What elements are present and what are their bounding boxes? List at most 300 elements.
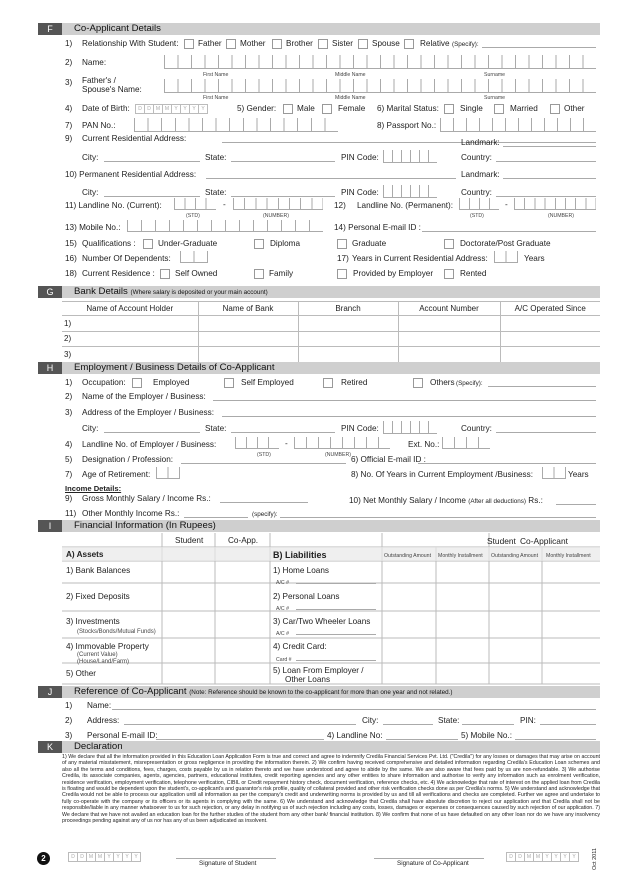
credit-card-line[interactable]	[296, 660, 376, 661]
ref-name-label: Name:	[87, 701, 112, 710]
landline-perm-label: Landline No. (Permanent):	[357, 201, 454, 210]
surname-caption: Surname	[484, 72, 506, 78]
table-cell[interactable]	[500, 331, 600, 347]
emp-address-label: Address of the Employer / Business:	[82, 408, 214, 417]
field-number: 9)	[65, 494, 73, 503]
net-income-line[interactable]	[556, 504, 596, 505]
marital-single-checkbox[interactable]	[444, 104, 454, 114]
field-number: 18)	[65, 269, 77, 278]
liability-row: 5) Loan From Employer /	[273, 666, 364, 675]
occupation-retired-checkbox[interactable]	[323, 378, 333, 388]
relationship-father-checkbox[interactable]	[184, 39, 194, 49]
dependents-boxes[interactable]	[180, 251, 208, 263]
section-title	[74, 686, 452, 699]
property-note: (Current Value)	[77, 652, 118, 658]
middle-name-caption: Middle Name	[335, 95, 366, 101]
emp-landline-label: Landline No. of Employer / Business:	[82, 440, 217, 449]
section-note: (Where salary is deposited or your main account)	[130, 289, 268, 296]
asset-row: 5) Other	[66, 669, 97, 678]
years-unit: Years	[568, 470, 589, 479]
retirement-label: Age of Retirement:	[82, 470, 151, 479]
pan-boxes[interactable]	[134, 118, 338, 132]
state-label: State:	[205, 188, 227, 197]
relationship-relative-checkbox[interactable]	[404, 39, 414, 49]
ac-label: A/C #	[276, 606, 289, 612]
installment-header: Monthly Installment	[546, 553, 591, 559]
relationship-option: Sister	[332, 39, 353, 48]
relationship-sister-checkbox[interactable]	[318, 39, 328, 49]
gender-female-checkbox[interactable]	[322, 104, 332, 114]
other-income-label: Other Monthly Income Rs.:	[82, 509, 180, 518]
first-name-caption: First Name	[203, 95, 229, 101]
residence-rented-checkbox[interactable]	[444, 269, 454, 279]
others-specify-line[interactable]	[488, 386, 596, 387]
table-cell[interactable]	[298, 316, 398, 332]
emp-state-line[interactable]	[231, 432, 335, 433]
ac-label: A/C #	[276, 631, 289, 637]
dob-box[interactable]: M	[153, 104, 163, 114]
page-number: 2	[41, 854, 46, 863]
section-title-text: Bank Details	[74, 286, 128, 297]
field-number: 10)	[349, 496, 361, 505]
section-g-header	[38, 286, 600, 298]
marital-option: Single	[460, 104, 483, 113]
section-h-header	[38, 362, 600, 374]
table-cell[interactable]	[298, 347, 398, 363]
relationship-mother-checkbox[interactable]	[226, 39, 236, 49]
std-caption: (STD)	[186, 213, 200, 219]
current-address-line[interactable]	[222, 142, 596, 143]
table-cell[interactable]	[198, 316, 298, 332]
outstanding-header: Outstanding Amount	[491, 553, 539, 559]
landline-label: 11) Landline No. (Current):	[65, 201, 162, 210]
gender-label: 5) Gender:	[237, 104, 277, 113]
date-box[interactable]: Y	[551, 852, 561, 862]
dependents-label: Number Of Dependents:	[82, 254, 171, 263]
asset-row: 4) Immovable Property	[66, 642, 149, 651]
employer-label: Name of the Employer / Business:	[82, 392, 206, 401]
ref-name-line[interactable]	[112, 709, 596, 710]
qual-diploma-checkbox[interactable]	[254, 239, 264, 249]
section-letter: I	[38, 520, 62, 532]
mobile-boxes[interactable]	[127, 220, 323, 232]
field-number: 3)	[65, 408, 73, 417]
designation-label: Designation / Profession:	[82, 455, 174, 464]
country-label: Country:	[461, 424, 492, 433]
years-unit: Years	[524, 254, 545, 263]
date-box[interactable]: M	[95, 852, 105, 862]
other-income-specify-line[interactable]	[280, 517, 596, 518]
dob-box[interactable]: Y	[189, 104, 199, 114]
ref-pin-line[interactable]	[540, 724, 596, 725]
field-number: 1)	[65, 378, 73, 387]
section-letter: H	[38, 362, 62, 374]
date-box[interactable]: D	[515, 852, 525, 862]
section-note: (Note: Reference should be known to the co-applicant for more than one year and not related.)	[189, 689, 453, 696]
section-letter: J	[38, 686, 62, 698]
date-box[interactable]: M	[533, 852, 543, 862]
net-income-note: (After all deductions)	[468, 498, 526, 505]
date-box[interactable]: D	[77, 852, 87, 862]
designation-line[interactable]	[181, 463, 346, 464]
date-box[interactable]: D	[68, 852, 78, 862]
current-country-line[interactable]	[496, 161, 596, 162]
name-boxes[interactable]	[164, 55, 596, 69]
ref-email-line[interactable]	[156, 739, 324, 740]
ref-state-label: State:	[438, 716, 460, 725]
section-letter: K	[38, 741, 62, 753]
section-j-header	[38, 686, 600, 698]
fin-student-header: Student	[175, 536, 204, 545]
perm-address-line[interactable]	[206, 178, 456, 179]
relationship-option: Father	[198, 39, 222, 48]
residence-option: Provided by Employer	[353, 269, 434, 278]
landline-std-boxes[interactable]	[174, 198, 216, 210]
perm-landmark-line[interactable]	[503, 178, 596, 179]
qual-doctorate-checkbox[interactable]	[444, 239, 454, 249]
student-signature-label: Signature of Student	[199, 860, 257, 867]
current-city-line[interactable]	[104, 161, 200, 162]
row-label[interactable]: 2)	[62, 331, 198, 347]
residence-label: Current Residence :	[82, 269, 155, 278]
fin-coapp-header: Co-Applicant	[520, 536, 568, 546]
residence-family-checkbox[interactable]	[254, 269, 264, 279]
email-line[interactable]	[422, 231, 596, 232]
current-landmark-line[interactable]	[503, 146, 596, 147]
current-address-label: Current Residential Address:	[82, 134, 187, 143]
ref-state-line[interactable]	[462, 724, 514, 725]
dash: -	[223, 200, 226, 209]
date-box[interactable]: Y	[560, 852, 570, 862]
perm-address-text: Permanent Residential Address:	[79, 170, 197, 179]
ref-mobile-line[interactable]	[515, 739, 596, 740]
std-caption: (STD)	[257, 452, 271, 458]
table-row	[62, 331, 600, 347]
bank-col-header: Branch	[298, 302, 398, 316]
first-name-caption: First Name	[203, 72, 229, 78]
marital-label: 6) Marital Status:	[377, 104, 439, 113]
table-cell[interactable]	[198, 347, 298, 363]
qual-option: Under-Graduate	[158, 239, 218, 248]
surname-caption: Surname	[484, 95, 506, 101]
field-number: 15)	[65, 239, 77, 248]
dash: -	[505, 200, 508, 209]
name-label: Name:	[82, 58, 107, 67]
field-number: 10)	[65, 170, 77, 179]
date-box[interactable]: Y	[122, 852, 132, 862]
official-email-line[interactable]	[418, 463, 596, 464]
field-number: 17)	[337, 254, 349, 263]
residence-option: Self Owned	[175, 269, 218, 278]
date-box[interactable]: Y	[569, 852, 579, 862]
declaration-text: 1) We declare that all the information provided in this Education Loan Application Form is true and correct and agree to indemnify Credila Financial Services Pvt. Ltd. ("Credila") for any losses or damages that may arise on account of any material misstatement, misrepresentation or gross negligence in providing the information therein. 2) We confirm having received comprehensive and detailed information regarding Credila's Education Loan schemes and also all the terms and conditions, fees, charges, costs payable by us in relation thereto and we have understood and agree to abide by the same. We are also aware that fees paid by us are non-refundable. 3) We authorise Credila, its associate companies, agents, agencies, partners, educational institutes, credit reporting agencies and any other entities to share information and authorise to verify any information such as enrolment verification, residence verification, employment verification, telephone verification, CIBIL or Credit repayment history check, document verification, reference checks, etc. 4) We acknowledge that rate of interest on the applied loan from Credila is floating and would be dependent upon the student's, co-applicant's and guarantor's risk profile, quality of collateral provided and other risk verification checks done as per Credila's norms. 5) We understand and acknowledge that Credila would not be able to process our application until all information as per the company's credit and underwriting norms is provided by us and till all verifications and checks are completed. Further we agree and undertake to fully co-operate with the company or its officers or its agents in complying with the same. 6) We understand and acknowledge that Credila shall have absolute discretion to reject our application and that Credila shall not be responsible/liable in any manner whatsoever to us for such rejection, or any delay in notifying us of such rejection including any costs, losses, damages or expenses or consequences caused by such rejection of our application. 7) We declare that we have not availed an education loan for the further studies of the student from any other bank/ financial institution. 8) We confirm that none of us have defaulted on any other loan nor do we have any insolvency proceedings pending against any of us nor has any of us been adjudicated as insolvent.	[62, 754, 600, 825]
section-k-header	[38, 741, 600, 753]
perm-city-line[interactable]	[104, 196, 200, 197]
section-title-text: Reference of Co-Applicant	[74, 686, 187, 697]
field-number: 2)	[65, 392, 73, 401]
residence-employer-checkbox[interactable]	[337, 269, 347, 279]
home-loan-ac-line[interactable]	[296, 583, 376, 584]
row-label[interactable]: 3)	[62, 347, 198, 363]
occupation-option: Retired	[341, 378, 368, 387]
investments-note: (Stocks/Bonds/Mutual Funds)	[77, 629, 156, 635]
passport-boxes[interactable]	[440, 118, 596, 132]
coapp-signature-label: Signature of Co-Applicant	[397, 860, 469, 867]
state-label: State:	[205, 153, 227, 162]
emp-std-boxes[interactable]	[235, 437, 279, 449]
mobile-label: 13) Mobile No.:	[65, 223, 121, 232]
specify-note: (Specify):	[456, 380, 483, 387]
dob-box[interactable]: Y	[171, 104, 181, 114]
qual-graduate-checkbox[interactable]	[337, 239, 347, 249]
years-emp-label: 8) No. Of Years in Current Employment /Business:	[351, 470, 534, 479]
liability-row: 1) Home Loans	[273, 566, 329, 575]
years-boxes[interactable]	[494, 251, 518, 263]
father-name-boxes[interactable]	[164, 79, 596, 93]
emp-address-line[interactable]	[222, 416, 596, 417]
bank-col-header: Name of Bank	[198, 302, 298, 316]
date-box[interactable]: Y	[104, 852, 114, 862]
table-cell[interactable]	[500, 347, 600, 363]
ext-label: Ext. No.:	[408, 440, 440, 449]
coapp-date-boxes[interactable]	[506, 852, 578, 862]
occupation-option: Self Employed	[241, 378, 294, 387]
country-label: Country:	[461, 188, 492, 197]
emp-number-boxes[interactable]	[294, 437, 390, 449]
perm-address-label	[65, 170, 196, 180]
dob-label: Date of Birth:	[82, 104, 130, 113]
field-number: 9)	[65, 134, 73, 143]
section-f-header	[38, 23, 600, 35]
net-income-text: Net Monthly Salary / Income	[363, 496, 466, 505]
other-income-line[interactable]	[184, 517, 248, 518]
passport-label: 8) Passport No.:	[377, 121, 437, 130]
middle-name-caption: Middle Name	[335, 72, 366, 78]
field-number: 7)	[65, 470, 73, 479]
qual-undergrad-checkbox[interactable]	[143, 239, 153, 249]
assets-header: A) Assets	[66, 550, 104, 559]
specify-note: (specify):	[252, 511, 278, 518]
dob-box[interactable]: D	[135, 104, 145, 114]
field-number: 5)	[65, 455, 73, 464]
table-cell[interactable]	[500, 316, 600, 332]
liability-row: 4) Credit Card:	[273, 642, 327, 651]
specify-note: (Specify):	[452, 41, 479, 48]
marital-option: Other	[564, 104, 585, 113]
section-title: Employment / Business Details of Co-Applicant	[74, 362, 275, 373]
section-title: Declaration	[74, 741, 123, 752]
occupation-others-checkbox[interactable]	[413, 378, 423, 388]
marital-married-checkbox[interactable]	[494, 104, 504, 114]
retirement-boxes[interactable]	[156, 467, 180, 479]
dob-boxes[interactable]	[135, 104, 207, 114]
student-date-boxes[interactable]	[68, 852, 140, 862]
ref-city-label: City:	[362, 716, 379, 725]
fin-student-header: Student	[487, 536, 516, 546]
asset-row: 2) Fixed Deposits	[66, 592, 130, 601]
asset-row: 3) Investments	[66, 617, 120, 626]
bank-col-header: Account Number	[398, 302, 500, 316]
table-cell[interactable]	[398, 347, 500, 363]
section-i-header	[38, 520, 600, 532]
city-label: City:	[82, 188, 99, 197]
field-number: 4)	[65, 440, 73, 449]
gross-income-line[interactable]	[220, 502, 308, 503]
std-caption: (STD)	[470, 213, 484, 219]
date-box[interactable]: M	[86, 852, 96, 862]
ref-mobile-label: 5) Mobile No.:	[461, 731, 512, 740]
table-cell[interactable]	[398, 331, 500, 347]
section-title	[74, 286, 268, 299]
net-income-rs: Rs.:	[528, 496, 543, 505]
landline-perm-std-boxes[interactable]	[459, 198, 499, 210]
occupation-option: Others	[430, 378, 455, 387]
table-cell[interactable]	[298, 331, 398, 347]
country-label: Country:	[461, 153, 492, 162]
father-label: Father's /	[82, 76, 116, 85]
dob-box[interactable]: Y	[198, 104, 208, 114]
gender-option: Male	[297, 104, 315, 113]
installment-header: Monthly Installment	[438, 553, 483, 559]
pin-label: PIN Code:	[341, 153, 379, 162]
date-box[interactable]: M	[524, 852, 534, 862]
date-box[interactable]: Y	[542, 852, 552, 862]
field-number: 1)	[65, 701, 73, 710]
official-email-label: 6) Official E-mail ID :	[351, 455, 426, 464]
landmark-label: Landmark:	[461, 138, 500, 147]
marital-option: Married	[510, 104, 538, 113]
occupation-option: Employed	[153, 378, 190, 387]
field-number: 12)	[334, 201, 346, 210]
section-letter: G	[38, 286, 62, 298]
occupation-self-employed-checkbox[interactable]	[224, 378, 234, 388]
section-title: Financial Information (In Rupees)	[74, 520, 216, 531]
card-label: Card #	[276, 657, 292, 663]
ref-email-label: Personal E-mail ID:	[87, 731, 158, 740]
email-label: 14) Personal E-mail ID :	[334, 223, 421, 232]
residence-self-owned-checkbox[interactable]	[160, 269, 170, 279]
field-number: 7)	[65, 121, 73, 130]
number-caption: (NUMBER)	[263, 213, 289, 219]
occupation-label: Occupation:	[82, 378, 126, 387]
dash: -	[285, 439, 288, 448]
table-cell[interactable]	[398, 316, 500, 332]
qual-option: Doctorate/Post Graduate	[460, 239, 551, 248]
landmark-label: Landmark:	[461, 170, 500, 179]
marital-other-checkbox[interactable]	[550, 104, 560, 114]
father-label: Spouse's Name:	[82, 85, 142, 94]
emp-country-line[interactable]	[496, 432, 596, 433]
liability-row: 3) Car/Two Wheeler Loans	[273, 617, 371, 626]
emp-city-line[interactable]	[104, 432, 200, 433]
table-row	[62, 316, 600, 332]
perm-state-line[interactable]	[231, 196, 335, 197]
section-title: Co-Applicant Details	[74, 23, 161, 34]
landline-number-boxes[interactable]	[233, 198, 323, 210]
date-box[interactable]: Y	[113, 852, 123, 862]
edition-label: Oct 2011	[592, 848, 598, 870]
occupation-employed-checkbox[interactable]	[132, 378, 142, 388]
row-label[interactable]: 1)	[62, 316, 198, 332]
gender-male-checkbox[interactable]	[283, 104, 293, 114]
number-caption: (NUMBER)	[325, 452, 351, 458]
car-loan-ac-line[interactable]	[296, 634, 376, 635]
property-note: (House/Land/Farm)	[77, 659, 130, 665]
personal-loan-ac-line[interactable]	[296, 609, 376, 610]
ref-pin-label: PIN:	[520, 716, 536, 725]
dob-box[interactable]: D	[144, 104, 154, 114]
fin-coapp-header: Co-App.	[228, 536, 259, 545]
relationship-label: Relationship With Student:	[82, 39, 179, 48]
years-label: Years in Current Residential Address:	[352, 254, 488, 263]
date-box[interactable]: D	[506, 852, 516, 862]
bank-table-header	[62, 302, 600, 316]
table-row	[62, 347, 600, 363]
section-letter: F	[38, 23, 62, 35]
relative-specify-line[interactable]	[482, 47, 596, 48]
dob-box[interactable]: Y	[180, 104, 190, 114]
field-number: 4)	[65, 104, 73, 113]
perm-country-line[interactable]	[496, 196, 596, 197]
years-emp-boxes[interactable]	[542, 467, 566, 479]
dob-box[interactable]: M	[162, 104, 172, 114]
relationship-spouse-checkbox[interactable]	[358, 39, 368, 49]
bank-table	[62, 301, 600, 363]
qual-option: Diploma	[270, 239, 301, 248]
ref-landline-line[interactable]	[386, 739, 458, 740]
date-box[interactable]: Y	[131, 852, 141, 862]
current-state-line[interactable]	[231, 161, 335, 162]
income-title: Income Details:	[65, 484, 122, 493]
field-number: 11)	[65, 509, 77, 518]
pin-label: PIN Code:	[341, 188, 379, 197]
liabilities-header: B) Liabilities	[273, 550, 327, 560]
field-number: 2)	[65, 716, 73, 725]
relationship-option: Brother	[286, 39, 313, 48]
asset-row: 1) Bank Balances	[66, 566, 131, 575]
landline-perm-number-boxes[interactable]	[514, 198, 596, 210]
ref-address-label: Address:	[87, 716, 120, 725]
emp-pin-boxes[interactable]	[383, 421, 437, 434]
field-number: 1)	[65, 39, 73, 48]
state-label: State:	[205, 424, 227, 433]
outstanding-header: Outstanding Amount	[384, 553, 432, 559]
liability-row: 2) Personal Loans	[273, 592, 340, 601]
relationship-option: Mother	[240, 39, 266, 48]
qual-label: Qualifications :	[82, 239, 136, 248]
pin-label: PIN Code:	[341, 424, 379, 433]
ref-landline-label: 4) Landline No:	[327, 731, 383, 740]
field-number: 16)	[65, 254, 77, 263]
net-income-label	[349, 496, 543, 507]
perm-pin-boxes[interactable]	[383, 185, 437, 198]
city-label: City:	[82, 153, 99, 162]
field-number: 2)	[65, 58, 73, 67]
relationship-option: Spouse	[372, 39, 400, 48]
qual-option: Graduate	[352, 239, 387, 248]
table-cell[interactable]	[198, 331, 298, 347]
current-pin-boxes[interactable]	[383, 150, 437, 163]
ref-city-line[interactable]	[383, 724, 433, 725]
ac-label: A/C #	[276, 580, 289, 586]
ext-boxes[interactable]	[442, 437, 490, 449]
ref-address-line[interactable]	[124, 724, 356, 725]
gross-income-label: Gross Monthly Salary / Income Rs.:	[82, 494, 211, 503]
bank-col-header: A/C Operated Since	[500, 302, 600, 316]
employer-line[interactable]	[213, 400, 596, 401]
field-number: 3)	[65, 731, 73, 740]
relationship-brother-checkbox[interactable]	[272, 39, 282, 49]
